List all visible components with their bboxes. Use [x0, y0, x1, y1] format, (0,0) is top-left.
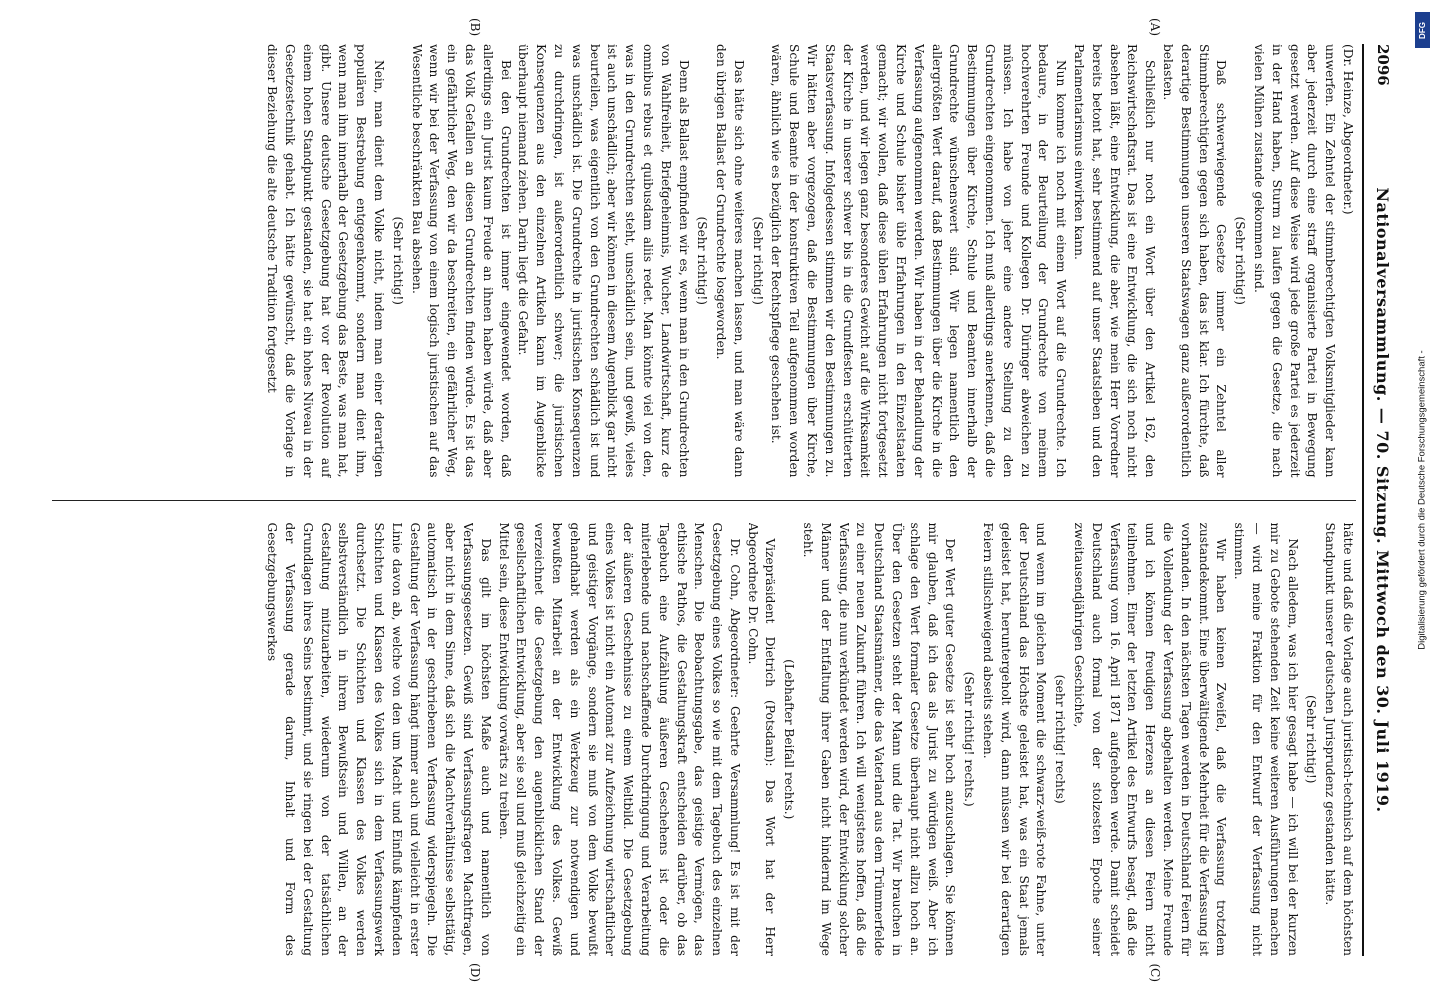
paragraph: Nach alledem, was ich hier gesagt habe — ich will bei der kurzen mir zu Gebote stehenden Zeit keine weiteren Ausführungen machen — wird meine Fraktion für den Entwurf der Verfassung nicht stimmen.	[1232, 522, 1300, 956]
paragraph: hätte und daß die Vorlage auch juristisch-technisch auf dem höchsten Standpunkt unserer deutschen Jurisprudenz gestanden hätte.	[1323, 522, 1355, 956]
dfg-logo-icon: DFG	[1415, 12, 1430, 48]
interjection: (sehr richtig! rechts)	[1053, 674, 1068, 804]
paragraph: Vizepräsident Dietrich (Potsdam): Das Wort hat der Herr Abgeordnete Dr. Cohn.	[745, 522, 778, 956]
margin-mark-c: (C)	[1148, 963, 1162, 982]
interjection: (Sehr richtig! rechts.)	[962, 671, 977, 807]
text-columns	[52, 44, 1356, 956]
header-rule	[1362, 44, 1364, 956]
interjection: (Lebhafter Beifall rechts.)	[782, 659, 797, 820]
margin-mark-d: (D)	[468, 963, 482, 982]
paragraph: Wir haben keinen Zweifel, daß die Verfassung trotzdem zustandekommt. Eine überwältigende Mehrheit für die Verfassung ist vorhanden. In den nächsten Tagen werden in Deutschland Feiern für die Vollendung der Verfassung abgehalten werden. Meine Freunde und ich können freudigen Herzens an diesen Feiern nicht teilnehmen. Einer der letzten Artikel des Entwurfs besagt, daß die Verfassung vom 16. April 1871 aufgehoben werde. Damit scheidet Deutschland auch formal von der stolzesten Epoche seiner zweitausendjährigen Geschichte,	[1072, 522, 1229, 956]
interjection: (Sehr richtig!)	[695, 216, 710, 305]
paragraph: Daß schwerwiegende Gesetze immer ein Zehntel aller Stimmberechtigten gegen sich haben, das ist klar. Ich fürchte, daß derartige Bestimmungen unseren Staatswagen ganz außerordentlich belasten.	[1161, 44, 1229, 478]
document-page	[22, 20, 1412, 980]
column-right	[52, 523, 1356, 957]
paragraph: Dr. Cohn, Abgeordneter: Geehrte Versammlung! Es ist mit der Gesetzgebung eines Volkes so wie mit dem Tagebuch des einzelnen Menschen. Die Beobachtungsgabe, das geistige Vermögen, das ethische Pathos, die Gestaltungskraft entscheiden darüber, ob das Tagebuch eine Aufzählung äußeren Geschehens ist oder die miterlebende und nachschaffende Durchdringung und Verarbeitung der äußeren Geschehnisse zu einem Weltbild. Die Gesetzgebung eines Volkes ist nicht ein Automat zur Aufzeichnung wirtschaftlicher und geistiger Vorgänge, sondern sie muß von dem Volke bewußt gehandhabt werden als ein Werkzeug zur notwendigen und bewußten Mitarbeit an der Entwicklung des Volkes. Gewiß verzeichnet die Gesetzgebung den augenblicklichen Stand der gesellschaftlichen Entwicklung, aber sie soll und muß gleichzeitig ein Mittel sein, diese Entwicklung vorwärts zu treiben.	[496, 522, 742, 956]
margin-mark-b: (B)	[468, 18, 482, 37]
paragraph: Nun komme ich noch mit einem Wort auf die Grundrechte. Ich bedaure, in der Beurteilung der Grundrechte von meinem hochverehrten Freunde und Kollegen Dr. Düringer abweichen zu müssen. Ich habe von jeher eine andere Stellung zu den Grundrechten eingenommen. Ich muß allerdings anerkennen, daß die Bestimmungen über Kirche, Schule und Beamten innerhalb der Grundrechte wünschenswert sind. Wir legen namentlich den allergrößten Wert darauf, daß Bestimmungen über die Kirche in die Verfassung aufgenommen werden. Wir haben in der Behandlung der Kirche und Schule bisher üble Erfahrungen in den Einzelstaaten gemacht; wir wollen, daß diese üblen Erfahrungen nicht fortgesetzt werden, und wir legen ganz besonderes Gewicht auf die Wirksamkeit der Kirche in unserer schwer bis in die Grundfesten erschütterten Staatsverfassung. Infolgedessen stimmen wir den Bestimmungen zu. Wir hätten aber vorgezogen, daß die Bestimmungen über Kirche, Schule und Beamte in der konstruktiven Teil aufgenommen worden wären, ähnlich wie es bezüglich der Rechtspflege geschehen ist.	[769, 44, 1069, 478]
paragraph: und wenn im gleichen Moment die schwarz-weiß-rote Fahne, unter der Deutschland das Höchste geleistet hat, was ein Staat jemals geleistet hat, heruntergeholt wird, dann müssen wir bei derartigen Feiern stillschweigend abseits stehen.	[981, 522, 1049, 956]
paragraph: Der Wert guter Gesetze ist sehr hoch anzuschlagen. Sie können mir glauben, daß ich das als Jurist zu würdigen weiß. Aber ich schlage den Wert formaler Gesetze überhaupt nicht allzu hoch an. Über den Gesetzen steht der Mann und die Tat. Wir brauchen in Deutschland Staatsmänner, die das Vaterland aus dem Trümmerfelde zu einer neuen Zukunft führen. Ich will wenigstens hoffen, daß die Verfassung, die nun verkündet werden wird, der Entwicklung solcher Männer und der Entfaltung ihrer Gaben nicht hindernd im Wege steht.	[801, 522, 958, 956]
margin-mark-a: (A)	[1148, 18, 1162, 37]
page-title: Nationalversammlung. — 70. Sitzung. Mittwoch den 30. Juli 1919.	[1373, 187, 1393, 813]
paragraph: Das hätte sich ohne weiteres machen lassen, und man wäre dann den übrigen Ballast der Grundrechte losgeworden.	[714, 44, 746, 478]
page-number: 2096	[1374, 44, 1392, 86]
credit-text: Digitalisierung gefördert durch die Deutsche Forschungsgemeinschaft -	[1416, 350, 1428, 650]
paragraph: Das gilt im höchsten Maße auch und namentlich von Verfassungsgesetzen. Gewiß sind Verfassungsfragen Machtfragen, aber nicht in dem Sinne, daß sich die Machtverhältnisse selbsttätig, automatisch in der geschriebenen Verfassung widerspiegeln. Die Gestaltung der Verfassung hängt immer auch und vielleicht in erster Linie davon ab, welche von den um Macht und Einfluß kämpfenden Schichten und Klassen des Volkes sich in dem Verfassungswerk durchsetzt. Die Schichten und Klassen des Volkes werden selbstverständlich in ihrem Bewußtsein und Willen, an der Gestaltung mitzuarbeiten, wiederum von der tatsächlichen Grundlagen ihres Seins bestimmt, und sie ringen bei der Gestaltung der Verfassung gerade darum, Inhalt und Form des Gesetzgebungswerkes	[265, 522, 493, 956]
interjection: (Sehr richtig!)	[1233, 216, 1248, 305]
paragraph: unwerfen. Ein Zehntel der stimmberechtigten Volksmitglieder kann aber jederzeit durch eine straff organisierte Partei in Bewegung gesetzt werden. Auf diese Weise wird jede große Partei es jederzeit in der Hand haben, Sturm zu laufen gegen die Gesetze, die nach vielen Mühen zustande gekommen sind.	[1252, 44, 1338, 478]
paragraph: Denn als Ballast empfinden wir es, wenn man in den Grundrechten von Wahlfreiheit, Briefgeheimnis, Wucher, Landwirtschaft, kurz de omnibus rebus et quibusdam aliis redet. Man könnte viel von den, was in den Grundrechten steht, unschädlich sein, und gewiß, vieles ist auch unschädlich; aber wir können in diesem Augenblick gar nicht beurteilen, was eigentlich von den Grundrechten schädlich ist und was unschädlich ist. Die Grundrechte in juristischen Konsequenzen zu durchdringen, ist außerordentlich schwer; die juristischen Konsequenzen aus den einzelnen Artikeln kann im Augenblicke überhaupt niemand ziehen. Darin liegt die Gefahr.	[516, 44, 691, 478]
page-header	[1368, 44, 1398, 956]
paragraph: Bei den Grundrechten ist immer eingewendet worden, daß allerdings ein Jurist kaum Freude an ihnen haben würde, daß aber das Volk Gefallen an diesen Grundrechten finden würde. Es ist das ein gefährlicher Weg, den wir da beschreiten, ein gefährlicher Weg, wenn wir bei der Verfassung von einem logisch juristischen auf das Wesentliche beschränkten Bau absehen.	[409, 44, 513, 478]
digitization-credit	[1412, 10, 1432, 990]
interjection: (Sehr richtig!)	[390, 216, 405, 305]
speaker-reference: (Dr. Heinze, Abgeordneter.)	[1341, 44, 1355, 215]
column-divider	[52, 500, 1356, 501]
interjection: (Sehr richtig!)	[750, 216, 765, 305]
interjection: (Sehr richtig!)	[1304, 694, 1319, 784]
paragraph: Schließlich nur noch ein Wort über den Artikel 162, den Reichswirtschaftsrat. Das ist eine Entwicklung, die sich noch nicht absehen läßt, eine Entwicklung, die aber, wie mein Herr Vorredner bereits betont hat, sehr bestimmend auf unser Staatsleben und den Parlamentarismus einwirken kann.	[1072, 44, 1158, 478]
paragraph: Nein, man dient dem Volke nicht, indem man einer derartigen populären Bestrebung entgegenkommt, sondern man dient ihm, wenn man ihm innerhalb der Gesetzgebung das Beste, was man hat, gibt. Unsere deutsche Gesetzgebung hat vor der Revolution auf einem hohen Standpunkt gestanden, sie hat ein hohes Niveau in der Gesetzestechnik gehabt. Ich hätte gewünscht, daß die Vorlage in dieser Beziehung die alte deutsche Tradition fortgesetzt	[265, 44, 386, 478]
column-left	[52, 44, 1356, 478]
